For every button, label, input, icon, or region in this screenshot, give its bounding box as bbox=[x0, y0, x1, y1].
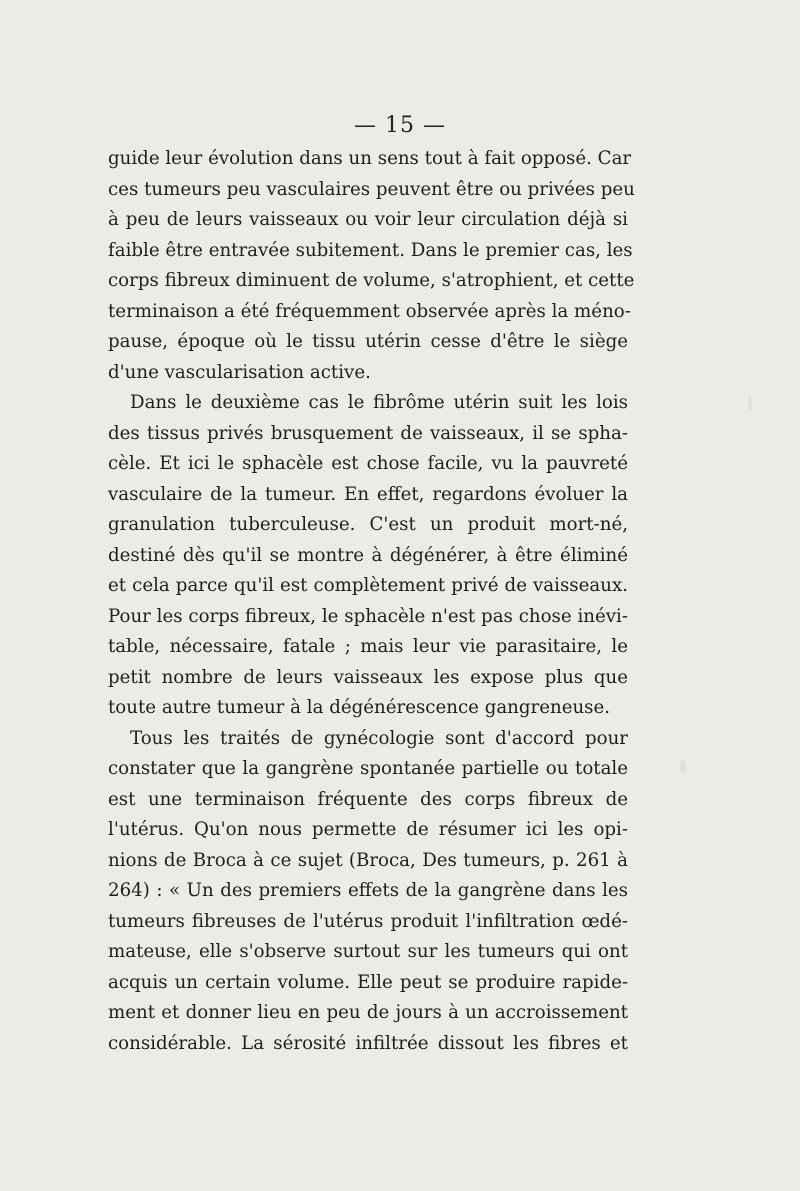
text-line: terminaison a été fréquemment observée après la méno- bbox=[108, 300, 631, 322]
paper-speck bbox=[748, 395, 752, 411]
text-line: Pour les corps fibreux, le sphacèle n'est pas chose inévi- bbox=[108, 605, 628, 627]
text-line: faible être entravée subitement. Dans le premier cas, les bbox=[108, 239, 633, 261]
text-line: guide leur évolution dans un sens tout à fait opposé. Car bbox=[108, 148, 632, 169]
text-line: des tissus privés brusquement de vaisseaux, il se spha- bbox=[108, 422, 628, 444]
text-line: constater que la gangrène spontanée partielle ou totale bbox=[108, 758, 628, 779]
text-line: tumeurs fibreuses de l'utérus produit l'infiltration œdé- bbox=[108, 910, 628, 932]
text-line: 264) : « Un des premiers effets de la gangrène dans les bbox=[108, 880, 628, 901]
text-line: considérable. La sérosité infiltrée dissout les fibres et bbox=[108, 1032, 628, 1054]
text-line: toute autre tumeur à la dégénérescence gangreneuse. bbox=[108, 697, 611, 718]
text-line: l'utérus. Qu'on nous permette de résumer ici les opi- bbox=[108, 819, 628, 840]
text-line: pause, époque où le tissu utérin cesse d'être le siège bbox=[108, 331, 628, 352]
text-line: acquis un certain volume. Elle peut se produire rapide- bbox=[108, 971, 628, 993]
text-line: destiné dès qu'il se montre à dégénérer, à être éliminé bbox=[108, 544, 628, 566]
body-text bbox=[108, 144, 635, 1059]
page-number: — 15 — bbox=[354, 113, 446, 138]
paper-speck bbox=[680, 760, 686, 774]
text-line: granulation tuberculeuse. C'est un produit mort-né, bbox=[108, 514, 628, 535]
text-line: Dans le deuxième cas le fibrôme utérin suit les lois bbox=[130, 392, 628, 413]
text-line: table, nécessaire, fatale ; mais leur vie parasitaire, le bbox=[108, 636, 628, 657]
text-line: mateuse, elle s'observe surtout sur les tumeurs qui ont bbox=[108, 941, 628, 962]
text-line: petit nombre de leurs vaisseaux les expose plus que bbox=[108, 666, 628, 688]
text-line: ment et donner lieu en peu de jours à un accroissement bbox=[108, 1002, 628, 1023]
text-line: nions de Broca à ce sujet (Broca, Des tumeurs, p. 261 à bbox=[108, 849, 628, 871]
text-line: d'une vascularisation active. bbox=[108, 361, 371, 383]
text-line: ces tumeurs peu vasculaires peuvent être ou privées peu bbox=[108, 178, 635, 200]
text-line: cèle. Et ici le sphacèle est chose facile, vu la pauvreté bbox=[108, 453, 628, 474]
text-line: vasculaire de la tumeur. En effet, regardons évoluer la bbox=[108, 483, 628, 505]
text-line: Tous les traités de gynécologie sont d'accord pour bbox=[130, 727, 628, 749]
text-line: à peu de leurs vaisseaux ou voir leur circulation déjà si bbox=[108, 209, 628, 230]
text-line: est une terminaison fréquente des corps fibreux de bbox=[108, 788, 628, 810]
text-line: corps fibreux diminuent de volume, s'atrophient, et cette bbox=[108, 270, 635, 291]
text-line: et cela parce qu'il est complètement privé de vaisseaux. bbox=[108, 575, 628, 596]
